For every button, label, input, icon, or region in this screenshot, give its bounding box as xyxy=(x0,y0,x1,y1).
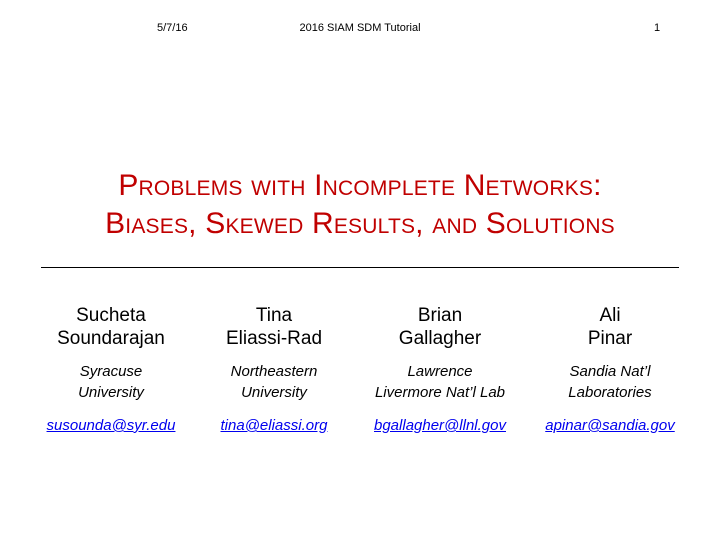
slide-page-number: 1 xyxy=(654,22,661,34)
slide-title xyxy=(0,167,720,243)
author-affiliation-line-2: Livermore Nat’l Lab xyxy=(374,384,506,401)
author-affiliation-line-1: Northeastern xyxy=(230,363,318,380)
email-link-soundarajan[interactable]: susounda@syr.edu xyxy=(46,417,176,434)
title-divider xyxy=(41,267,679,268)
slide-title-line-1: Problems with Incomplete Networks: xyxy=(118,169,602,202)
author-name-line-1: Brian xyxy=(417,305,463,326)
author-name-line-1: Sucheta xyxy=(76,305,146,326)
author-affiliation-line-1: Sandia Nat’l xyxy=(569,363,651,380)
author-affiliation-line-1: Syracuse xyxy=(79,363,143,380)
author-block-gallagher xyxy=(355,304,525,403)
author-affiliation-line-2: University xyxy=(78,384,144,401)
author-name-line-2: Gallagher xyxy=(398,328,482,349)
author-block-pinar xyxy=(525,304,695,403)
author-name-line-2: Pinar xyxy=(587,328,633,349)
slide-title-line-2: Biases, Skewed Results, and Solutions xyxy=(105,207,615,240)
slide-header-title: 2016 SIAM SDM Tutorial xyxy=(299,22,421,34)
author-name-line-2: Soundarajan xyxy=(57,328,165,349)
author-block-soundarajan xyxy=(26,304,196,403)
author-block-eliassi-rad xyxy=(189,304,359,403)
author-affiliation-line-2: Laboratories xyxy=(568,384,652,401)
slide-date: 5/7/16 xyxy=(157,22,188,34)
author-name-line-1: Ali xyxy=(599,305,621,326)
email-link-eliassi-rad[interactable]: tina@eliassi.org xyxy=(220,417,328,434)
author-affiliation-line-1: Lawrence xyxy=(407,363,473,380)
author-affiliation-line-2: University xyxy=(241,384,307,401)
author-name-line-2: Eliassi-Rad xyxy=(225,328,323,349)
author-name-line-1: Tina xyxy=(255,305,293,326)
email-link-pinar[interactable]: apinar@sandia.gov xyxy=(545,417,675,434)
email-link-gallagher[interactable]: bgallagher@llnl.gov xyxy=(374,417,506,434)
